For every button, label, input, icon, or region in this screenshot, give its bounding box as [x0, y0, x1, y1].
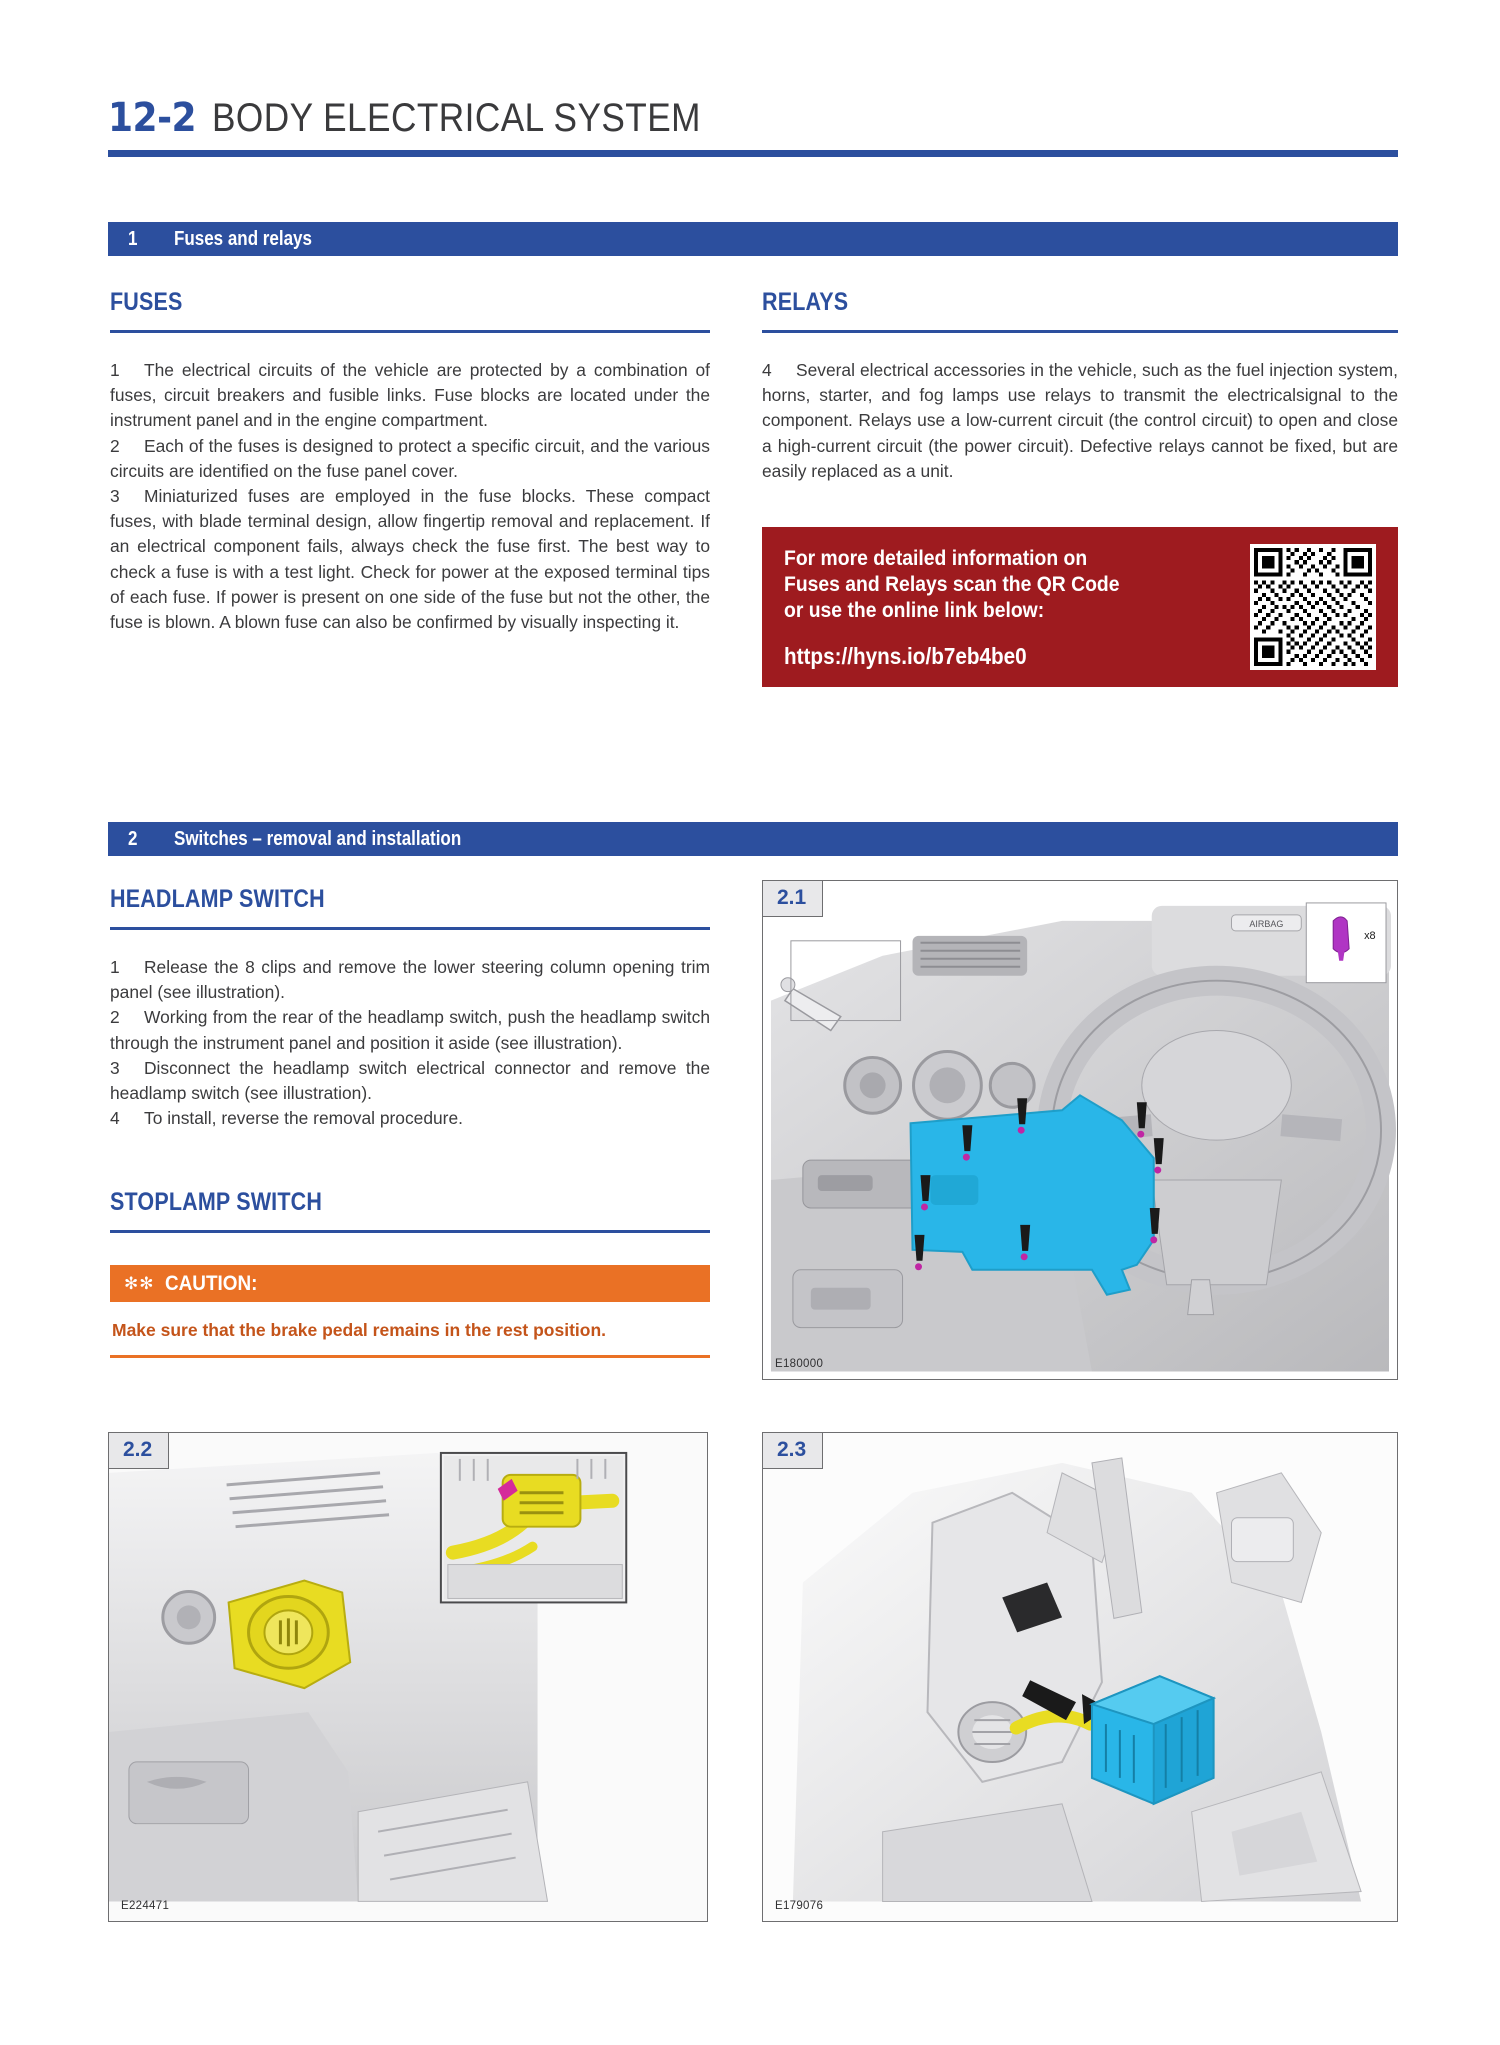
paragraph-number: 4 — [110, 1108, 120, 1129]
qr-callout-line-3: or use the online link below: — [784, 597, 1045, 622]
highlighted-headlamp-switch — [229, 1581, 351, 1689]
paragraph-text: Disconnect the headlamp switch electrical connector and remove the headlamp switch (see illustration). — [110, 1057, 710, 1104]
figure-2-2-illustration — [109, 1433, 707, 1921]
section-header-1 — [108, 222, 1398, 256]
paragraph-number: 4 — [762, 360, 772, 380]
paragraph-text: Miniaturized fuses are employed in the fuse blocks. These compact fuses, with blade terminal design, allow fingertip removal and replacement. If an electrical component fails, always check the fuse first. The best way to check a fuse is with a test light. Check for power at the exposed terminal tips of each fuse. If power is present on one side of the fuse but not the other, the fuse is blown. A blown fuse can also be confirmed by visually inspecting it. — [110, 486, 710, 633]
figure-2-3-code: E179076 — [775, 1900, 824, 1912]
airbag-label: AIRBAG — [1249, 918, 1284, 929]
headlamp-switch-rule — [110, 927, 710, 930]
headlamp-paragraph — [110, 1106, 710, 1131]
qr-callout-line-2: Fuses and Relays scan the QR Code — [784, 571, 1120, 596]
paragraph-number: 1 — [110, 957, 120, 977]
fuses-heading: FUSES — [110, 288, 183, 316]
headlamp-paragraph — [110, 955, 710, 1005]
header-rule — [108, 150, 1398, 157]
figure-2-2-code: E224471 — [121, 1900, 170, 1912]
figure-2-1-code: E180000 — [775, 1358, 824, 1370]
qr-callout-url[interactable]: https://hyns.io/b7eb4be0 — [784, 642, 1027, 669]
relays-body — [762, 358, 1398, 484]
page-title — [108, 95, 1398, 141]
stoplamp-switch-rule — [110, 1230, 710, 1233]
figure-2-1-tag: 2.1 — [763, 881, 823, 917]
paragraph-text: Release the 8 clips and remove the lower steering column opening trim panel (see illustration). — [110, 957, 710, 1003]
relays-paragraph — [762, 358, 1398, 484]
paragraph-number: 2 — [110, 1007, 120, 1028]
section-2-number: 2 — [128, 827, 138, 850]
paragraph-number: 1 — [110, 360, 120, 380]
figure-2-1-illustration — [763, 881, 1397, 1379]
paragraph-text: Several electrical accessories in the vehicle, such as the fuel injection system, horns, starter, and fog lamps use relays to transmit the electricalsignal to the component. Relays use a low-current circuit (the control circuit) to open and close a high-current circuit (the power circuit). Defective relays cannot be fixed, but are easily replaced as a unit. — [762, 360, 1398, 481]
headlamp-paragraph — [110, 1056, 710, 1106]
caution-header — [110, 1265, 710, 1302]
clip-count-label: x8 — [1364, 929, 1376, 942]
fuses-paragraph — [110, 434, 710, 484]
paragraph-text: Each of the fuses is designed to protect a specific circuit, and the various circuits are identified on the fuse panel cover. — [110, 435, 710, 481]
figure-2-2 — [108, 1432, 708, 1922]
section-1-number: 1 — [128, 227, 138, 250]
paragraph-text: The electrical circuits of the vehicle are protected by a combination of fuses, circuit breakers and fusible links. Fuse blocks are located under the instrument panel and in the engine compartment. — [110, 360, 710, 431]
section-2-label: Switches – removal and installation — [174, 827, 462, 850]
caution-text: Make sure that the brake pedal remains in the rest position. — [112, 1320, 607, 1340]
fuses-paragraph — [110, 358, 710, 434]
qr-callout-text — [762, 527, 1250, 688]
paragraph-number: 2 — [110, 435, 120, 456]
relays-heading-rule — [762, 330, 1398, 333]
page-number: 12-2 — [108, 95, 197, 141]
qr-callout-box — [762, 527, 1398, 687]
figure-2-3 — [762, 1432, 1398, 1922]
section-header-2 — [108, 822, 1398, 856]
stoplamp-switch-heading: STOPLAMP SWITCH — [110, 1188, 323, 1216]
paragraph-number: 3 — [110, 1057, 120, 1078]
fuses-heading-rule — [110, 330, 710, 333]
qr-callout-line-1: For more detailed information on — [784, 545, 1088, 570]
headlamp-paragraph — [110, 1005, 710, 1055]
figure-2-3-tag: 2.3 — [763, 1433, 823, 1469]
section-1-label: Fuses and relays — [174, 227, 312, 250]
fuses-body — [110, 358, 710, 635]
figure-2-1 — [762, 880, 1398, 1380]
fuses-paragraph — [110, 484, 710, 635]
paragraph-text: Working from the rear of the headlamp switch, push the headlamp switch through the instrument panel and position it aside (see illustration). — [110, 1007, 710, 1053]
paragraph-number: 3 — [110, 486, 120, 507]
relays-heading: RELAYS — [762, 288, 849, 316]
paragraph-text: To install, reverse the removal procedure. — [144, 1108, 463, 1129]
headlamp-switch-heading: HEADLAMP SWITCH — [110, 885, 325, 913]
caution-label: CAUTION: — [164, 1271, 257, 1295]
headlamp-switch-body — [110, 955, 710, 1131]
snowflake-icon: ✻✻ — [124, 1273, 155, 1293]
figure-2-3-illustration — [763, 1433, 1397, 1921]
caution-bottom-rule — [110, 1355, 710, 1358]
figure-2-2-tag: 2.2 — [109, 1433, 169, 1469]
qr-code-icon[interactable] — [1250, 544, 1376, 670]
page-title-text: BODY ELECTRICAL SYSTEM — [212, 96, 701, 140]
